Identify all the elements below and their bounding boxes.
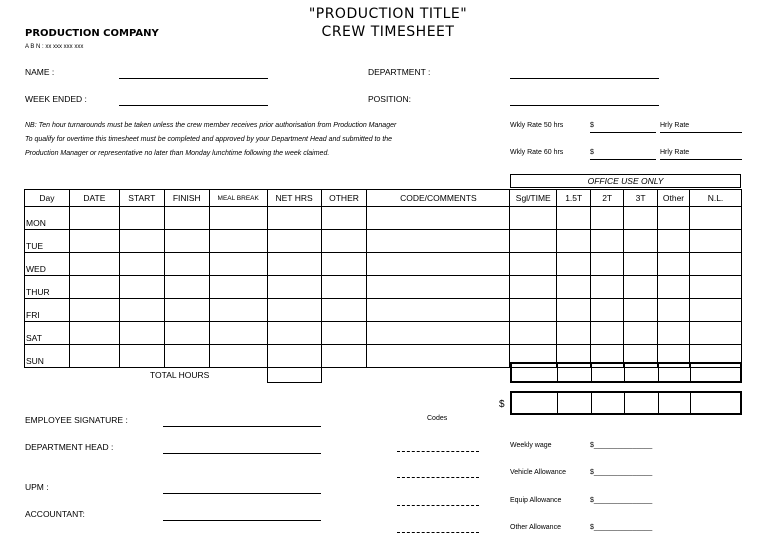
codes-label: Codes [427,415,448,422]
cell[interactable] [510,253,557,276]
cell[interactable] [164,230,209,253]
cell[interactable] [209,276,267,299]
day-label: THUR [25,276,70,299]
divider [658,392,659,414]
cell[interactable] [510,299,557,322]
position-field[interactable] [510,105,659,106]
cell[interactable] [658,322,690,345]
cell[interactable] [557,207,591,230]
cell[interactable] [69,207,119,230]
cell[interactable] [209,345,267,368]
table-row [25,322,742,345]
cell[interactable] [591,299,624,322]
cell[interactable] [209,230,267,253]
divider [557,363,558,382]
cell[interactable] [658,230,690,253]
total-hours-label: TOTAL HOURS [150,370,210,380]
day-label: SUN [25,345,70,368]
week-ended-field[interactable] [119,105,268,106]
cell[interactable] [164,207,209,230]
note-line-3: Production Manager or representative no later than Monday lunchtime following the week claimed. [25,150,330,157]
cell[interactable] [119,253,164,276]
cell[interactable] [557,322,591,345]
day-label: MON [25,207,70,230]
cell[interactable] [690,276,742,299]
cell[interactable] [510,207,557,230]
equip-allowance-label: Equip Allowance [510,497,562,504]
cell[interactable] [69,345,119,368]
cell[interactable] [164,299,209,322]
col-other-office: Other [658,190,690,207]
cell[interactable] [119,207,164,230]
cell[interactable] [367,230,510,253]
name-field[interactable] [119,78,268,79]
cell[interactable] [119,345,164,368]
col-other: OTHER [321,190,367,207]
total-net-hrs-cell[interactable] [267,363,322,383]
cell[interactable] [591,207,624,230]
dollar-totals-box[interactable] [510,391,742,415]
cell[interactable] [321,345,367,368]
cell[interactable] [69,322,119,345]
day-label: TUE [25,230,70,253]
cell[interactable] [690,322,742,345]
cell[interactable] [209,299,267,322]
cell[interactable] [591,230,624,253]
department-label: DEPARTMENT : [368,67,431,77]
cell[interactable] [658,299,690,322]
cell[interactable] [267,253,321,276]
cell[interactable] [510,230,557,253]
cell[interactable] [624,230,658,253]
employee-signature-field[interactable] [163,426,321,427]
cell[interactable] [164,253,209,276]
cell[interactable] [321,230,367,253]
cell[interactable] [321,299,367,322]
cell[interactable] [624,253,658,276]
office-use-header: OFFICE USE ONLY [510,174,741,188]
cell[interactable] [690,253,742,276]
cell[interactable] [591,322,624,345]
weekly-wage-field[interactable]: $_______________ [590,442,653,449]
production-title: "PRODUCTION TITLE" [308,6,468,22]
cell[interactable] [69,299,119,322]
cell[interactable] [209,253,267,276]
cell[interactable] [321,207,367,230]
name-label: NAME : [25,67,55,77]
cell[interactable] [591,253,624,276]
equip-allowance-field[interactable]: $_______________ [590,497,653,504]
table-row [25,276,742,299]
divider [591,363,592,382]
divider [624,392,625,414]
divider [690,363,691,382]
cell[interactable] [119,322,164,345]
cell[interactable] [209,207,267,230]
cell[interactable] [690,207,742,230]
table-row [25,207,742,230]
cell[interactable] [557,299,591,322]
hrly-rate-field-2[interactable] [660,159,742,160]
cell[interactable] [690,299,742,322]
cell[interactable] [624,322,658,345]
cell[interactable] [367,253,510,276]
cell[interactable] [164,345,209,368]
hrly-rate-field-1[interactable] [660,132,742,133]
upm-field[interactable] [163,493,321,494]
col-meal-break: MEAL BREAK [209,190,267,207]
day-label: FRI [25,299,70,322]
code-field[interactable] [397,505,479,506]
table-row [25,230,742,253]
cell[interactable] [367,345,510,368]
rate-50-label: Wkly Rate 50 hrs [510,122,564,129]
col-finish: FINISH [164,190,209,207]
position-label: POSITION: [368,94,411,104]
rate-50-dollar: $ [590,122,594,129]
cell[interactable] [321,322,367,345]
cell[interactable] [69,253,119,276]
cell[interactable] [624,207,658,230]
dollar-sign: $ [499,399,505,410]
cell[interactable] [119,299,164,322]
cell[interactable] [367,299,510,322]
cell[interactable] [321,253,367,276]
hrly-rate-label-2: Hrly Rate [660,149,690,156]
cell[interactable] [510,276,557,299]
note-line-2: To qualify for overtime this timesheet must be completed and approved by your Department Head and submitted to the [25,136,393,143]
weekly-wage-label: Weekly wage [510,442,552,449]
cell[interactable] [267,230,321,253]
cell[interactable] [69,276,119,299]
cell[interactable] [119,230,164,253]
week-ended-label: WEEK ENDED : [25,94,87,104]
col-code-comments: CODE/COMMENTS [367,190,510,207]
divider [690,392,691,414]
cell[interactable] [557,253,591,276]
department-field[interactable] [510,78,659,79]
cell[interactable] [658,207,690,230]
cell[interactable] [624,299,658,322]
cell[interactable] [321,276,367,299]
document-title: CREW TIMESHEET [321,24,455,40]
company-name: PRODUCTION COMPANY [25,28,159,39]
other-allowance-field[interactable]: $_______________ [590,524,653,531]
cell[interactable] [367,207,510,230]
cell[interactable] [624,276,658,299]
cell[interactable] [69,230,119,253]
accountant-field[interactable] [163,520,321,521]
cell[interactable] [267,322,321,345]
table-row [25,253,742,276]
dept-head-label: DEPARTMENT HEAD : [25,442,114,452]
cell[interactable] [658,253,690,276]
col-sgl-time: Sgl/TIME [510,190,557,207]
day-label: WED [25,253,70,276]
divider [557,392,558,414]
cell[interactable] [367,276,510,299]
vehicle-allowance-field[interactable]: $_______________ [590,469,653,476]
office-totals-box[interactable] [510,362,742,383]
cell[interactable] [367,322,510,345]
timesheet-table [24,189,742,368]
col-day: Day [25,190,70,207]
col-1-5t: 1.5T [557,190,591,207]
cell[interactable] [209,322,267,345]
col-2t: 2T [591,190,624,207]
col-net-hrs: NET HRS [267,190,321,207]
divider [624,363,625,382]
cell[interactable] [690,230,742,253]
code-field[interactable] [397,477,479,478]
day-label: SAT [25,322,70,345]
col-nl: N.L. [690,190,742,207]
col-3t: 3T [624,190,658,207]
hrly-rate-label-1: Hrly Rate [660,122,690,129]
cell[interactable] [164,322,209,345]
col-date: DATE [69,190,119,207]
cell[interactable] [164,276,209,299]
cell[interactable] [591,276,624,299]
other-allowance-label: Other Allowance [510,524,561,531]
rate-60-dollar: $ [590,149,594,156]
cell[interactable] [557,276,591,299]
divider [591,392,592,414]
upm-label: UPM : [25,482,49,492]
table-row [25,299,742,322]
cell[interactable] [267,299,321,322]
cell[interactable] [557,230,591,253]
abn-number: A B N : xx xxx xxx xxx [25,44,84,50]
cell[interactable] [267,276,321,299]
rate-50-field[interactable] [590,132,656,133]
divider [658,363,659,382]
rate-60-field[interactable] [590,159,656,160]
code-field[interactable] [397,451,479,452]
vehicle-allowance-label: Vehicle Allowance [510,469,567,476]
col-start: START [119,190,164,207]
cell[interactable] [658,276,690,299]
cell[interactable] [510,322,557,345]
code-field[interactable] [397,532,479,533]
employee-signature-label: EMPLOYEE SIGNATURE : [25,415,128,425]
accountant-label: ACCOUNTANT: [25,509,85,519]
dept-head-field[interactable] [163,453,321,454]
note-line-1: NB: Ten hour turnarounds must be taken unless the crew member receives prior authorisation from Production Manager [25,122,397,129]
cell[interactable] [267,207,321,230]
cell[interactable] [119,276,164,299]
rate-60-label: Wkly Rate 60 hrs [510,149,564,156]
table-header-row [25,190,742,207]
